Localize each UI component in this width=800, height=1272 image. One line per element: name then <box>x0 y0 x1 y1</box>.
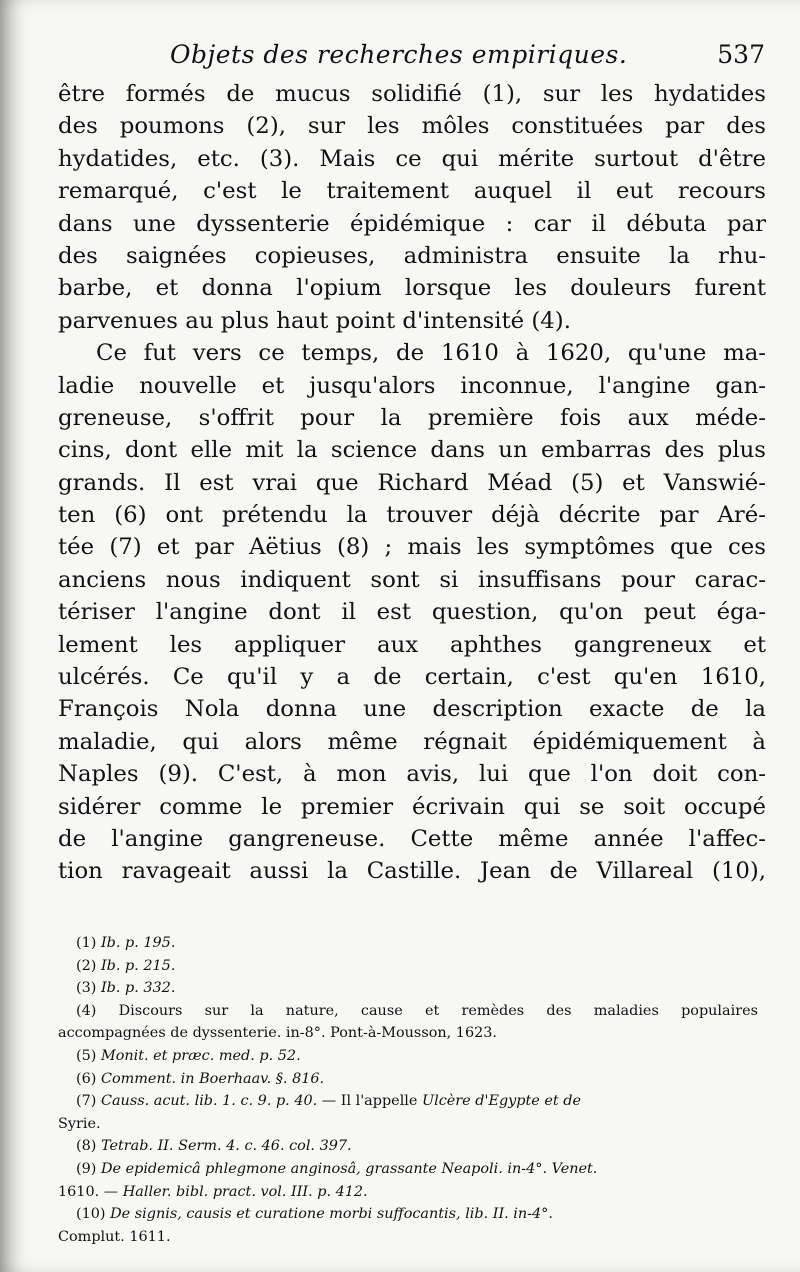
footnote-7 <box>58 1090 758 1113</box>
footnote-text: Ib. p. 215. <box>100 957 176 974</box>
footnote-number: (9) <box>76 1160 97 1177</box>
footnote-number: (8) <box>76 1138 97 1155</box>
footnote-text: — Il l'appelle <box>317 1093 422 1110</box>
footnote-number: (4) <box>76 1002 97 1019</box>
text-line: François Nola donna une description exacte de la <box>58 696 766 723</box>
text-line: anciens nous indiquent sont si insuffisans pour carac- <box>58 566 766 593</box>
text-line: de l'angine gangreneuse. Cette même année l'affec- <box>58 825 766 852</box>
footnote-10 <box>58 1203 758 1226</box>
text-line: cins, dont elle mit la science dans un embarras des plus <box>58 437 766 464</box>
footnote-number: (5) <box>76 1047 97 1064</box>
text-line: dans une dyssenterie épidémique : car il débuta par <box>58 210 766 237</box>
text-line: lement les appliquer aux aphthes gangreneux et <box>58 631 766 658</box>
footnote-text: — Haller. bibl. pract. vol. III. p. 412. <box>99 1183 368 1200</box>
footnote-text: Ulcère d'Egypte et de <box>422 1093 581 1110</box>
paragraph-start-line: Ce fut vers ce temps, de 1610 à 1620, qu'une ma- <box>96 340 766 367</box>
footnote-4-continuation: accompagnées de dyssenterie. in-8°. Pont-à-Mousson, 1623. <box>58 1025 497 1042</box>
footnote-7-continuation: Syrie. <box>58 1115 101 1132</box>
footnote-number: (6) <box>76 1070 97 1087</box>
footnote-text: Ib. p. 195. <box>100 935 176 951</box>
footnote-1 <box>58 932 758 955</box>
footnote-text: De signis, causis et curatione morbi suffocantis, lib. II. in-4°. <box>110 1206 553 1223</box>
text-line: tion ravageait aussi la Castille. Jean de Villareal (10), <box>58 858 766 885</box>
text-line: Naples (9). C'est, à mon avis, lui que l'on doit con- <box>58 761 766 788</box>
text-line: greneuse, s'offrit pour la première fois aux méde- <box>58 404 766 431</box>
footnote-text: Comment. in Boerhaav. §. 816. <box>100 1070 325 1087</box>
footnote-3 <box>58 977 758 1000</box>
body-text <box>58 78 766 888</box>
footnote-number: (10) <box>76 1206 106 1223</box>
footnote-number: (7) <box>76 1093 97 1110</box>
running-title: Objets des recherches empiriques. <box>170 40 628 69</box>
footnote-text: 1610. <box>58 1183 100 1200</box>
footnote-9 <box>58 1158 758 1181</box>
footnote-number: (2) <box>76 957 97 974</box>
footnote-10-continuation: Complut. 1611. <box>58 1228 171 1245</box>
text-line: remarqué, c'est le traitement auquel il eut recours <box>58 178 766 205</box>
text-line: maladie, qui alors même régnait épidémiquement à <box>58 728 766 755</box>
text-line: ulcérés. Ce qu'il y a de certain, c'est qu'en 1610, <box>58 664 766 691</box>
footnote-6 <box>58 1068 758 1091</box>
footnote-number: (1) <box>76 935 97 951</box>
text-line: des saignées copieuses, administra ensuite la rhu- <box>58 242 766 269</box>
footnote-text: Discours sur la nature, cause et remèdes des maladies populaires <box>118 1002 758 1019</box>
footnote-5 <box>58 1045 758 1068</box>
text-line: des poumons (2), sur les môles constituées par des <box>58 113 766 140</box>
text-line: hydatides, etc. (3). Mais ce qui mérite surtout d'être <box>58 145 766 172</box>
footnote-text: De epidemicâ phlegmone anginosâ, grassante Neapoli. in-4°. Venet. <box>100 1160 598 1177</box>
footnote-4 <box>58 1000 758 1023</box>
footnote-text: Ib. p. 332. <box>100 980 176 997</box>
text-line: tée (7) et par Aëtius (8) ; mais les symptômes que ces <box>58 534 766 561</box>
text-line: barbe, et donna l'opium lorsque les douleurs furent <box>58 275 766 302</box>
text-line: ten (6) ont prétendu la trouver déjà décrite par Aré- <box>58 502 766 529</box>
footnotes <box>58 932 758 1248</box>
text-line: ladie nouvelle et jusqu'alors inconnue, l'angine gan- <box>58 372 766 399</box>
text-line: grands. Il est vrai que Richard Méad (5) et Vanswié- <box>58 469 766 496</box>
text-line: tériser l'angine dont il est question, qu'on peut éga- <box>58 599 766 626</box>
page-header <box>170 40 770 80</box>
footnote-number: (3) <box>76 980 97 997</box>
footnote-9-continuation <box>58 1181 758 1204</box>
footnote-text: Causs. acut. lib. 1. c. 9. p. 40. <box>100 1093 318 1110</box>
text-line: parvenues au plus haut point d'intensité (4). <box>58 307 571 334</box>
footnote-text: Monit. et præc. med. p. 52. <box>100 1047 301 1064</box>
text-line: sidérer comme le premier écrivain qui se soit occupé <box>58 793 766 820</box>
footnote-2 <box>58 955 758 978</box>
footnote-text: Tetrab. II. Serm. 4. c. 46. col. 397. <box>100 1138 352 1155</box>
footnote-8 <box>58 1135 758 1158</box>
text-line: être formés de mucus solidifié (1), sur les hydatides <box>58 81 766 107</box>
page-number: 537 <box>717 40 765 69</box>
